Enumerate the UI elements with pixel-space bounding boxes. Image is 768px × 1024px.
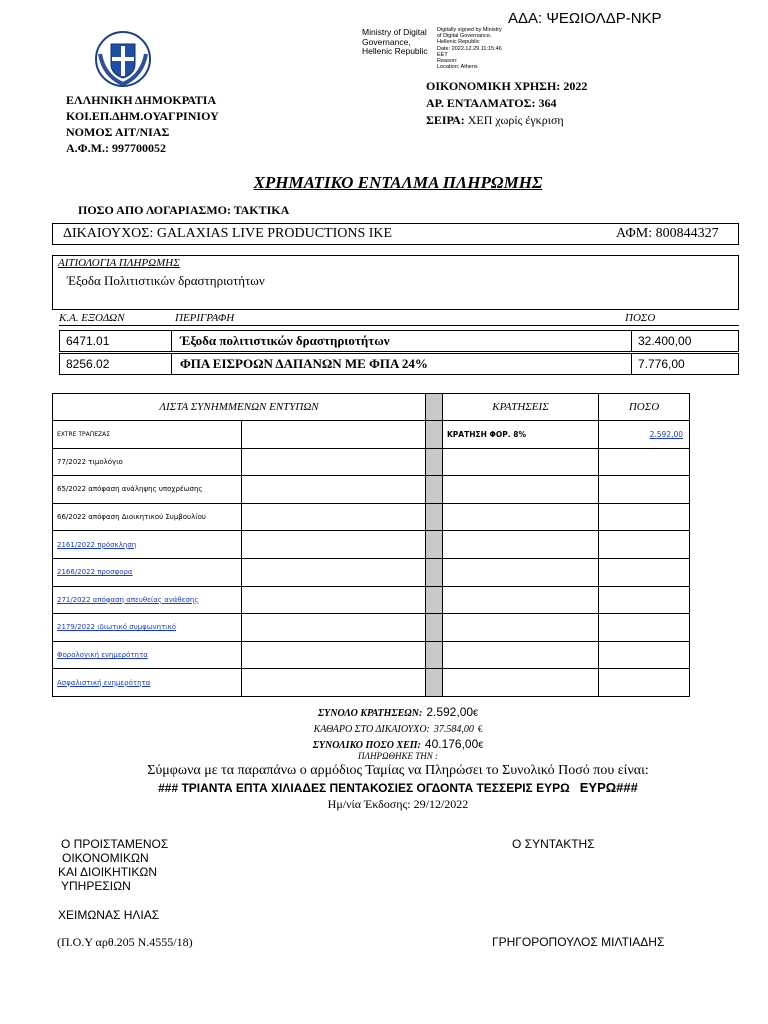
beneficiary-afm: ΑΦΜ: 800844327 — [616, 226, 719, 241]
series — [426, 112, 587, 129]
issue-date: Ημ/νία Έκδοσης: 29/12/2022 — [327, 797, 469, 811]
attachment-link-cell[interactable] — [53, 614, 242, 642]
table-row — [53, 531, 690, 559]
attachments-header-withholdings: ΚΡΑΤΗΣΕΙΣ — [443, 394, 599, 421]
empty-cell — [443, 476, 599, 504]
empty-cell — [443, 558, 599, 586]
table-row — [53, 586, 690, 614]
attachment-link[interactable]: 2166/2022 προσφορα — [57, 568, 133, 577]
table-row — [53, 421, 690, 449]
total-withholdings-value: 2.592,00 — [426, 705, 474, 719]
paid-on-label: ΠΛΗΡΩΘΗΚΕ ΤΗΝ : — [358, 751, 438, 761]
fiscal-block — [426, 78, 587, 129]
warrant-number: ΑΡ. ΕΝΤΑΛΜΑΤΟΣ: 364 — [426, 96, 557, 110]
attachment-link[interactable]: Φορολογική ενημερότητα — [57, 651, 148, 660]
grand-total-value: 40.176,00 — [424, 737, 479, 751]
empty-cell — [599, 503, 690, 531]
table-row — [53, 476, 690, 504]
empty-cell — [242, 421, 426, 449]
table-row — [53, 614, 690, 642]
attachment-link-cell[interactable] — [53, 641, 242, 669]
empty-cell — [599, 641, 690, 669]
ministry-line: Hellenic Republic — [362, 46, 428, 56]
attachment-item: 66/2022 απόφαση Διοικητικού Συμβουλίου — [53, 503, 242, 531]
gray-separator — [426, 421, 443, 449]
table-row — [53, 669, 690, 697]
attachments-header-amount: ΠΟΣΟ — [599, 394, 690, 421]
empty-cell — [599, 669, 690, 697]
entry-code: 6471.01 — [60, 331, 172, 351]
gray-separator — [426, 503, 443, 531]
left-signatory — [58, 837, 168, 893]
empty-cell — [599, 558, 690, 586]
payment-reason-text: Έξοδα Πολιτιστικών δραστηριοτήτων — [67, 273, 265, 288]
left-signatory-title: ΥΠΗΡΕΣΙΩΝ — [61, 879, 131, 893]
gray-separator — [426, 558, 443, 586]
signature-line: Location: Athens — [437, 64, 478, 71]
attachments-header-row — [53, 394, 690, 421]
withholding-label: ΚΡΑΤΗΣΗ ΦΟΡ. 8% — [443, 421, 599, 449]
empty-cell — [242, 614, 426, 642]
signature-line: Reason: — [437, 58, 458, 65]
from-account: ΠΟΣΟ ΑΠΟ ΛΟΓΑΡΙΑΣΜΟ: ΤΑΚΤΙΚΑ — [78, 203, 290, 217]
issuer-line: Α.Φ.Μ.: 997700052 — [66, 141, 166, 155]
entry-row — [59, 353, 739, 375]
attachment-link-cell[interactable] — [53, 669, 242, 697]
payment-reason-label: ΑΙΤΙΟΛΟΓΙΑ ΠΛΗΡΩΜΗΣ — [58, 257, 180, 269]
attachment-item: 77/2022 τιμολόγιο — [53, 448, 242, 476]
grand-total-label: ΣΥΝΟΛΙΚΟ ΠΟΣΟ ΧΕΠ: — [312, 740, 421, 751]
empty-cell — [242, 448, 426, 476]
ministry-line: Ministry of Digital — [362, 27, 427, 37]
currency-symbol: € — [478, 740, 484, 750]
empty-cell — [599, 476, 690, 504]
empty-cell — [242, 641, 426, 669]
attachment-link[interactable]: Ασφαλιστική ενημερότητα — [57, 678, 151, 687]
ada-code: ΑΔΑ: ΨΕΩΙΟΛΔΡ-ΝΚΡ — [508, 10, 662, 27]
left-signatory-title: Ο ΠΡΟΙΣΤΑΜΕΝΟΣ — [61, 837, 169, 851]
entry-description: Έξοδα πολιτιστικών δραστηριοτήτων — [172, 331, 632, 351]
attachment-item: EXTRE ΤΡΑΠΕΖΑΣ — [53, 421, 242, 449]
empty-cell — [443, 614, 599, 642]
attachment-link[interactable]: 2161/2022 πρόσκληση — [57, 540, 137, 549]
empty-cell — [599, 586, 690, 614]
empty-cell — [443, 641, 599, 669]
attachment-link[interactable]: 271/2022 απόφαση απευθείας ανάθεσης — [57, 595, 199, 604]
gray-separator — [426, 614, 443, 642]
coat-of-arms-logo — [94, 30, 152, 88]
right-signatory-title: Ο ΣΥΝΤΑΚΤΗΣ — [512, 837, 595, 851]
left-signatory-note: (Π.Ο.Υ αρθ.205 Ν.4555/18) — [57, 935, 193, 949]
left-signatory-name: ΧΕΙΜΩΝΑΣ ΗΛΙΑΣ — [58, 908, 160, 922]
total-withholdings — [0, 703, 768, 719]
entries-header-code: Κ.Α. ΕΞΟΔΩΝ — [59, 312, 125, 324]
totals-block — [0, 703, 768, 765]
withholding-amount-link[interactable]: 2.592,00 — [649, 429, 683, 439]
attachments-table — [52, 393, 690, 697]
left-signatory-title: ΚΑΙ ΔΙΟΙΚΗΤΙΚΩΝ — [58, 865, 158, 879]
withholding-amount[interactable] — [599, 421, 690, 449]
signature-line: Hellenic Republic — [437, 39, 480, 46]
empty-cell — [599, 614, 690, 642]
issuer-line: ΕΛΛΗΝΙΚΗ ΔΗΜΟΚΡΑΤΙΑ — [66, 93, 217, 107]
table-row — [53, 448, 690, 476]
attachment-item: 65/2022 απόφαση ανάληψης υποχρέωσης — [53, 476, 242, 504]
gray-separator — [426, 669, 443, 697]
attachments-header-list: ΛΙΣΤΑ ΣΥΝΗΜΜΕΝΩΝ ΕΝΤΥΠΩΝ — [53, 394, 426, 421]
gray-separator — [426, 531, 443, 559]
signature-line: of Digital Governance, — [437, 33, 492, 40]
empty-cell — [242, 558, 426, 586]
amount-in-words-text: ### ΤΡΙΑΝΤΑ ΕΠΤΑ ΧΙΛΙΑΔΕΣ ΠΕΝΤΑΚΟΣΙΕΣ ΟΓΔΟΝΤΑ ΤΕΣΣΕΡΙΣ ΕΥΡΩ — [158, 781, 570, 795]
attachment-link-cell[interactable] — [53, 558, 242, 586]
gray-separator — [426, 448, 443, 476]
entries-header-amount: ΠΟΣΟ — [625, 312, 656, 324]
entry-description: ΦΠΑ ΕΙΣΡΟΩΝ ΔΑΠΑΝΩΝ ΜΕ ΦΠΑ 24% — [172, 354, 632, 374]
signature-line: EET — [437, 51, 448, 58]
empty-cell — [242, 531, 426, 559]
gray-separator — [426, 394, 443, 421]
issuer-line: ΝΟΜΟΣ ΑΙΤ/ΝΙΑΣ — [66, 125, 170, 139]
digital-signature — [437, 27, 502, 70]
attachment-link[interactable]: 2179/2022 ιδιωτικό συμφωνητικό — [57, 623, 177, 632]
ministry-line: Governance, — [362, 36, 411, 47]
empty-cell — [242, 586, 426, 614]
right-signatory-name: ΓΡΗΓΟΡΟΠΟΥΛΟΣ ΜΙΛΤΙΑΔΗΣ — [492, 935, 665, 949]
attachment-link-cell[interactable] — [53, 531, 242, 559]
empty-cell — [599, 448, 690, 476]
empty-cell — [443, 531, 599, 559]
issuer-block — [66, 92, 219, 156]
entry-amount: 7.776,00 — [638, 357, 685, 371]
page-title: ΧΡΗΜΑΤΙΚΟ ΕΝΤΑΛΜΑ ΠΛΗΡΩΜΗΣ — [253, 173, 543, 192]
gray-separator — [426, 641, 443, 669]
empty-cell — [242, 476, 426, 504]
net-amount-value: 37.584,00 — [433, 724, 474, 735]
empty-cell — [599, 531, 690, 559]
ministry-name — [362, 28, 428, 57]
currency-symbol: € — [473, 708, 479, 718]
empty-cell — [443, 586, 599, 614]
empty-cell — [242, 503, 426, 531]
total-withholdings-label: ΣΥΝΟΛΟ ΚΡΑΤΗΣΕΩΝ: — [317, 708, 423, 719]
entry-row — [59, 330, 739, 352]
entry-code: 8256.02 — [60, 354, 172, 374]
table-row — [53, 641, 690, 669]
series-label: ΣΕΙΡΑ: — [426, 113, 465, 127]
signature-line: Date: 2022.12.29 11:15:46 — [437, 45, 502, 52]
amount-in-words — [0, 780, 768, 795]
amount-in-words-tail: ΕΥΡΩ### — [579, 780, 638, 795]
net-amount — [0, 719, 768, 735]
net-amount-label: ΚΑΘΑΡΟ ΣΤΟ ΔΙΚΑΙΟΥΧΟ: — [313, 724, 430, 735]
beneficiary: ΔΙΚΑΙΟΥΧΟΣ: GALAXIAS LIVE PRODUCTIONS IKE — [63, 226, 393, 241]
gray-separator — [426, 586, 443, 614]
gray-separator — [426, 476, 443, 504]
table-row — [53, 558, 690, 586]
empty-cell — [443, 448, 599, 476]
empty-cell — [443, 503, 599, 531]
beneficiary-box — [52, 223, 739, 245]
entry-amount: 32.400,00 — [638, 334, 692, 348]
fiscal-year: ΟΙΚΟΝΟΜΙΚΗ ΧΡΗΣΗ: 2022 — [426, 79, 588, 93]
empty-cell — [242, 669, 426, 697]
table-row — [53, 503, 690, 531]
grand-total — [0, 735, 768, 751]
payment-statement: Σύμφωνα με τα παραπάνω ο αρμόδιος Ταμίας να Πληρώσει το Συνολικό Ποσό που είναι: — [147, 763, 649, 778]
entries-header-description: ΠΕΡΙΓΡΑΦΗ — [175, 312, 235, 324]
series-value: ΧΕΠ χωρίς έγκριση — [467, 113, 564, 127]
empty-cell — [443, 669, 599, 697]
signature-line: Digitally signed by Ministry — [437, 27, 502, 33]
left-signatory-title: ΟΙΚΟΝΟΜΙΚΩΝ — [62, 851, 149, 865]
entries-header-rule — [59, 325, 739, 326]
currency-symbol: € — [477, 724, 483, 734]
payment-reason-box — [52, 255, 739, 310]
attachment-link-cell[interactable] — [53, 586, 242, 614]
issuer-line: ΚΟΙ.ΕΠ.ΔΗΜ.ΟΥΑΓΡΙΝΙΟΥ — [66, 109, 219, 123]
